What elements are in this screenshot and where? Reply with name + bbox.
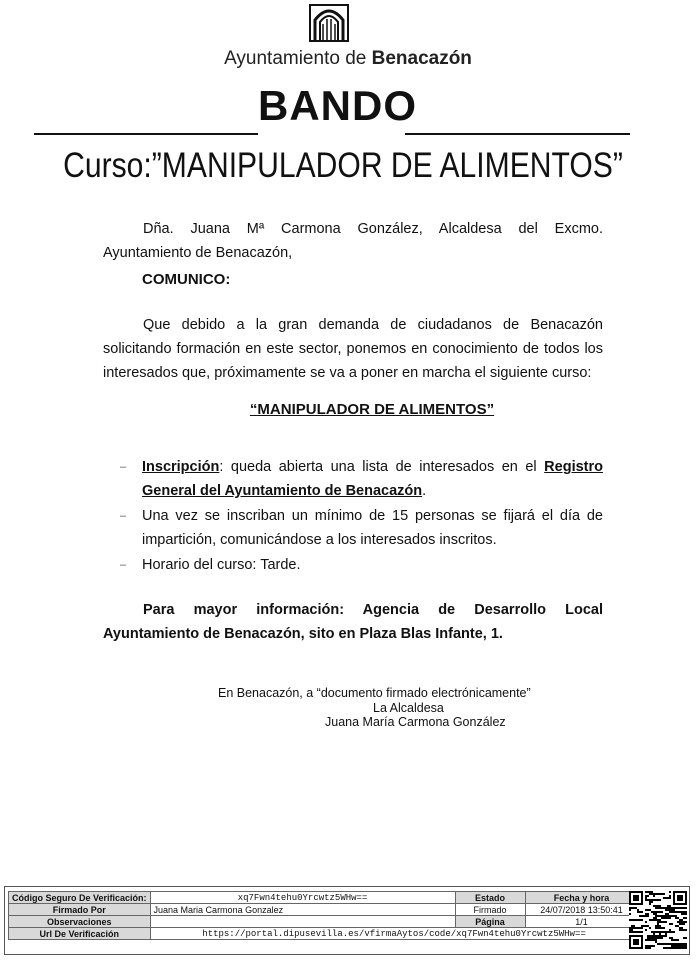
inscripcion-label: Inscripción — [142, 459, 220, 475]
pagina-value: 1/1 — [525, 916, 638, 928]
verification-table — [8, 891, 639, 940]
dash-bullet: – — [120, 510, 127, 522]
signature-role: La Alcaldesa — [373, 701, 444, 715]
url-label: Url De Verificación — [9, 928, 151, 940]
info-paragraph: Para mayor información: Agencia de Desarrollo Local Ayuntamiento de Benacazón, sito en Plaza Blas Infante, 1. — [103, 602, 603, 642]
registro-label: Registro General del Ayuntamiento de Benacazón — [142, 459, 603, 499]
estado-label: Estado — [455, 892, 525, 904]
page-title: BANDO — [258, 82, 417, 129]
course-title: Curso:”MANIPULADOR DE ALIMENTOS” — [63, 146, 623, 185]
dash-bullet: – — [120, 461, 127, 473]
org-prefix: Ayuntamiento de — [224, 48, 372, 69]
list-item-text — [142, 455, 603, 503]
observaciones-label: Observaciones — [9, 916, 151, 928]
intro-paragraph: Dña. Juana Mª Carmona González, Alcaldesa del Excmo. Ayuntamiento de Benacazón, — [103, 221, 603, 261]
csv-label: Código Seguro De Verificación: — [9, 892, 151, 904]
comunico-heading: COMUNICO: — [142, 271, 231, 288]
fecha-value: 24/07/2018 13:50:41 — [525, 904, 638, 916]
list-item-text: Una vez se inscriban un mínimo de 15 personas se fijará el día de impartición, comunicándose a los interesados inscritos. — [142, 508, 603, 548]
pagina-label: Página — [455, 916, 525, 928]
table-row — [9, 904, 639, 916]
dash-bullet: – — [120, 559, 127, 571]
signature-name: Juana María Carmona González — [325, 715, 506, 729]
table-row — [9, 892, 639, 904]
body-paragraph: Que debido a la gran demanda de ciudadanos de Benacazón solicitando formación en este sector, ponemos en conocimiento de todos los interesados que, próximamente se va a poner en marcha el siguiente curso: — [103, 317, 603, 381]
title-rule-right — [405, 133, 630, 135]
observaciones-value — [150, 916, 455, 928]
signature-place-date: En Benacazón, a “documento firmado electrónicamente” — [218, 686, 531, 700]
qr-code-icon — [629, 891, 687, 949]
arch-logo-icon — [309, 4, 349, 42]
csv-value: xq7Fwn4tehu0Yrcwtz5WHw== — [150, 892, 455, 904]
firmado-por-value: Juana Maria Carmona Gonzalez — [150, 904, 455, 916]
list-item-text-end: . — [422, 483, 427, 499]
table-row — [9, 928, 639, 940]
url-value[interactable]: https://portal.dipusevilla.es/vfirmaAytos/code/xq7Fwn4tehu0Yrcwtz5WHw== — [150, 928, 638, 940]
table-row — [9, 916, 639, 928]
course-name: “MANIPULADOR DE ALIMENTOS” — [249, 401, 495, 418]
firmado-por-label: Firmado Por — [9, 904, 151, 916]
list-item-text-part: : queda abierta una lista de interesados en el — [219, 459, 545, 475]
organization-name — [0, 48, 696, 70]
org-name: Benacazón — [371, 48, 472, 69]
estado-value: Firmado — [455, 904, 525, 916]
list-item-text: Horario del curso: Tarde. — [142, 557, 301, 573]
fecha-label: Fecha y hora — [525, 892, 638, 904]
title-rule-left — [34, 133, 258, 135]
